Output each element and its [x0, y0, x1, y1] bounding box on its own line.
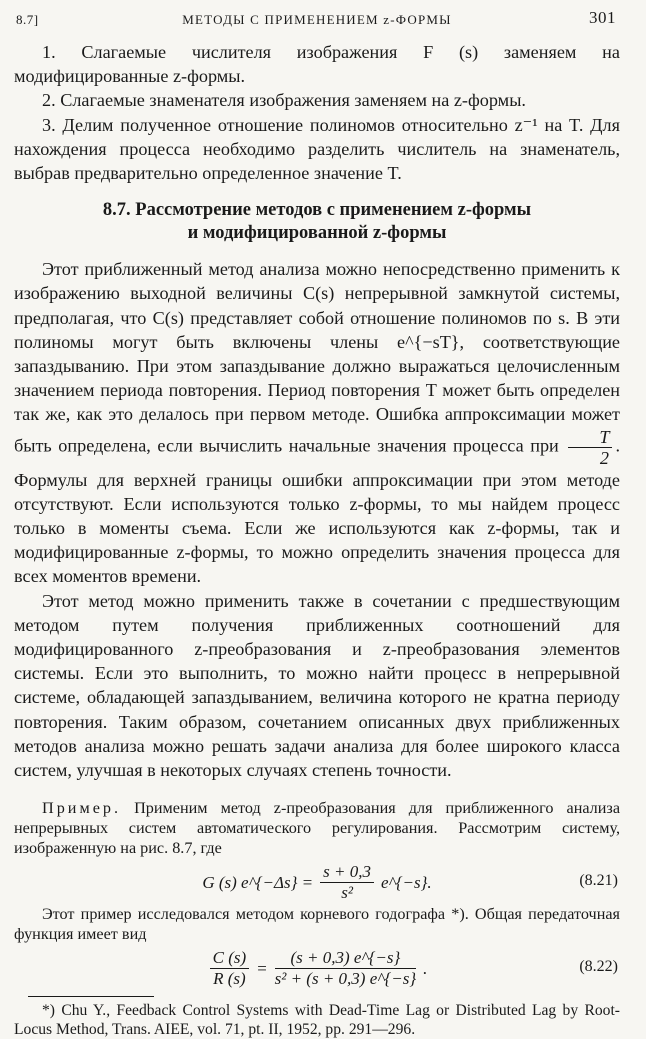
eq2-end: .: [423, 958, 428, 978]
example-label: Пример.: [42, 799, 122, 818]
fraction-denominator: 2: [599, 447, 609, 468]
header-running-title: МЕТОДЫ С ПРИМЕНЕНИЕМ z-ФОРМЫ: [182, 12, 452, 27]
equation-8-22: [14, 944, 620, 990]
eq1-fraction: [320, 862, 374, 903]
eq1-lhs: G (s) e^{−Δs} =: [202, 872, 314, 892]
eq2-lhs-numerator: C (s): [210, 948, 250, 969]
example-paragraph: [14, 798, 620, 858]
footnote-text: *) Chu Y., Feedback Control Systems with Dead-Time Lag or Distributed Lag by Root-Locus Method, Trans. AIEE, vol. 71, pt. II, 1952, pp. 291—296.: [14, 1002, 620, 1039]
header-section-number: 8.7]: [16, 12, 39, 27]
footnote: [14, 1001, 620, 1039]
fraction-t-over-2: [568, 427, 612, 468]
list-item-3: 3. Делим полученное отношение полиномов относительно z⁻¹ на T. Для нахождения процесса необходимо разделить числитель на знаменатель, выбрав предварительно определенное значение T.: [14, 114, 620, 184]
page-number: 301: [589, 8, 616, 27]
paragraph-1-text-a: Этот приближенный метод анализа можно непосредственно применить к изображению выходной величины C(s) непрерывной замкнутой системы, предполагая, что C(s) представляет собой отношение полиномов по s. В эти полиномы могут быть включены члены e^{−sT}, соответствующие запаздыванию. При этом запаздывание должно выражаться целочисленным значением периода повторения. Период повторения T может быть определен так же, как это делалось при первом методе. Ошибка аппроксимации может быть определена, если вычислить начальные значения процесса при: [14, 259, 620, 456]
example-text: Применим метод z-преобразования для приближенного анализа непрерывных систем автоматического регулирования. Рассмотрим систему, изображенную на рис. 8.7, где: [14, 799, 621, 858]
equation-number-8-22: (8.22): [579, 958, 618, 976]
eq1-rhs: e^{−s}.: [381, 872, 432, 892]
eq2-rhs-numerator: (s + 0,3) e^{−s}: [275, 948, 417, 969]
paragraph-1: [14, 257, 620, 588]
paragraph-1-text-b: . Формулы для верхней границы ошибки аппроксимации при этом методе отсутствуют. Если используются только z-формы, то мы найдем процесс только в моменты съема. Если же используются как z-формы, так и модифицированные z-формы, то можно определить значения процесса для всех моментов времени.: [14, 435, 621, 587]
section-heading: [14, 199, 620, 245]
eq1-denominator: s²: [341, 883, 353, 903]
eq2-equals: =: [256, 958, 268, 978]
eq2-lhs-fraction: [210, 948, 250, 989]
section-heading-line-1: 8.7. Рассмотрение методов с применением z-формы: [102, 200, 532, 221]
footnote-rule: [28, 996, 154, 997]
list-item-2: 2. Слагаемые знаменателя изображения заменяем на z-формы.: [42, 90, 526, 111]
eq1-numerator: s + 0,3: [320, 862, 374, 883]
equation-8-21: [14, 858, 620, 904]
section-heading-line-2: и модифицированной z-формы: [187, 223, 447, 244]
list-item-1: 1. Слагаемые числителя изображения F (s) заменяем на модифицированные z-формы.: [14, 42, 620, 87]
eq2-lhs-denominator: R (s): [213, 969, 246, 989]
running-header: [14, 6, 620, 40]
paragraph-2: Этот метод можно применить также в сочетании с предшествующим методом путем получения приближенных соотношений для модифицированного z-преобразования и z-преобразования элементов системы. Если это выполнить, то можно найти процесс в непрерывной системе, обладающей запаздыванием, величина которого не кратна периоду повторения. Таким образом, сочетанием описанных двух приближенных методов анализа можно решать задачи анализа для более широкого класса систем, улучшая в некоторых случаях степень точности.: [14, 590, 620, 781]
equation-number-8-21: (8.21): [579, 872, 618, 890]
example-paragraph-2: Этот пример исследовался методом корневого годографа *). Общая передаточная функция имеет вид: [14, 905, 620, 944]
example-block: [14, 798, 620, 990]
eq2-rhs-denominator: s² + (s + 0,3) e^{−s}: [274, 969, 417, 989]
fraction-numerator: T: [568, 427, 612, 448]
eq2-rhs-fraction: [275, 948, 417, 989]
